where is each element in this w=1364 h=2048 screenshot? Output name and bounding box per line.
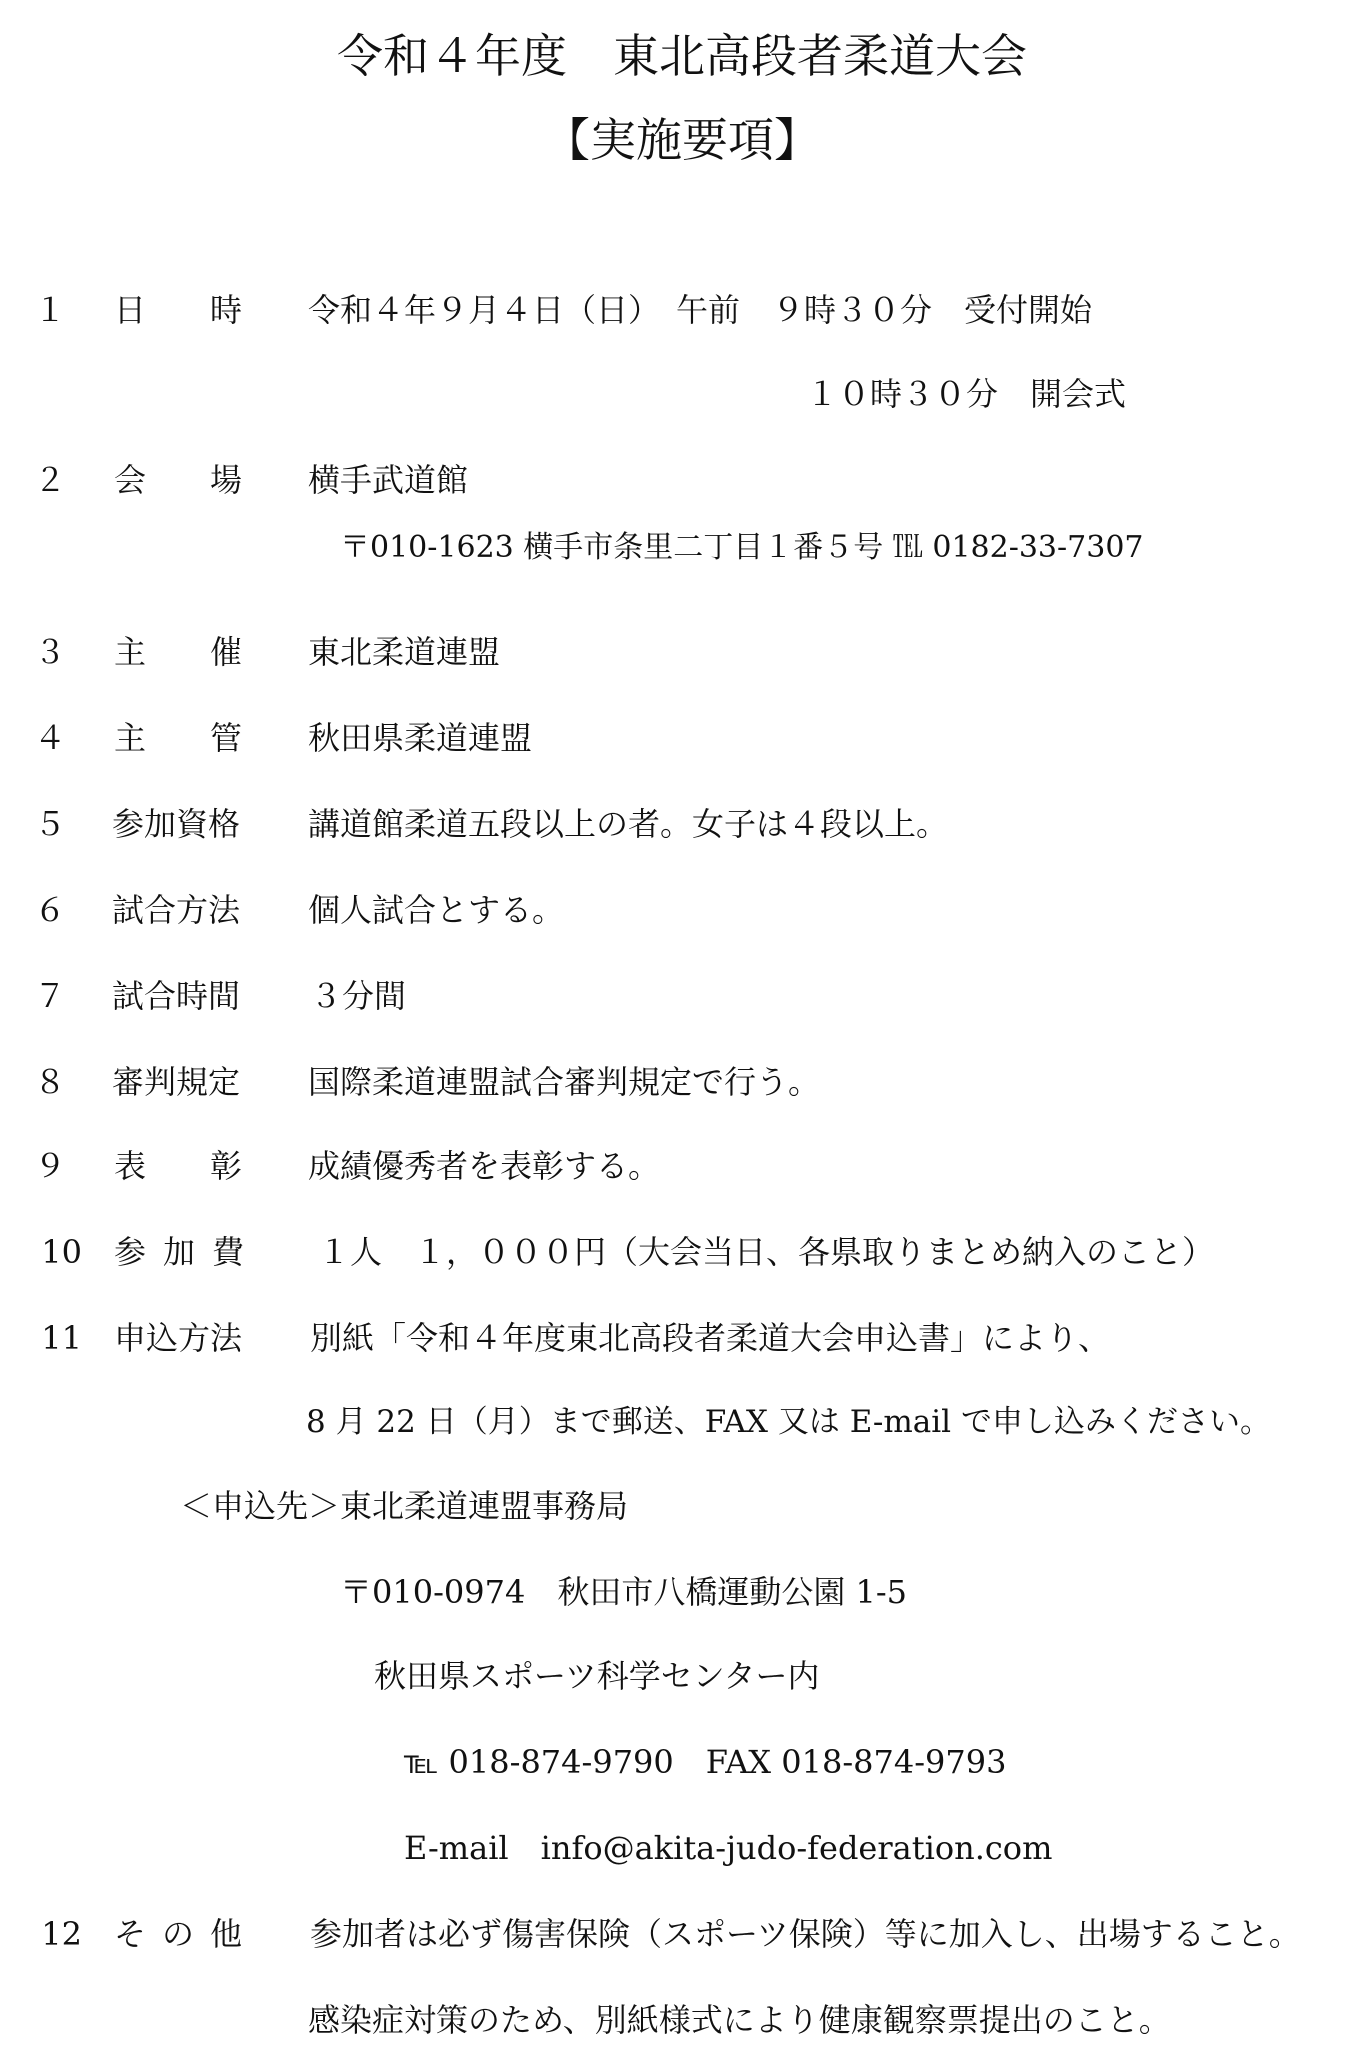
item-2-number: ２	[33, 461, 66, 499]
item-1-value-line2: １０時３０分 開会式	[806, 375, 1127, 413]
item-12-label	[114, 1914, 242, 1954]
item-10-value: １人 １，０００円（大会当日、各県取りまとめ納入のこと）	[318, 1233, 1215, 1271]
item-9-label-char: 彰	[209, 1147, 242, 1185]
item-2-label	[114, 460, 242, 500]
item-4-value: 秋田県柔道連盟	[308, 719, 533, 757]
contact-phone-fax: ℡ 018-874-9790 FAX 018-874-9793	[404, 1743, 1007, 1781]
item-11-value: 別紙「令和４年度東北高段者柔道大会申込書」により、	[310, 1319, 1111, 1357]
item-5-label: 参加資格	[112, 805, 241, 843]
item-3-label	[114, 632, 242, 672]
item-1-value: 令和４年９月４日（日） 午前 ９時３０分 受付開始	[308, 291, 1093, 329]
item-12-value: 参加者は必ず傷害保険（スポーツ保険）等に加入し、出場すること。	[310, 1915, 1301, 1953]
item-11-label: 申込方法	[114, 1319, 243, 1357]
item-2-label-char: 場	[209, 461, 242, 499]
item-6-value: 個人試合とする。	[308, 891, 565, 929]
item-1-label-char: 日	[114, 291, 147, 329]
item-2-label-char: 会	[114, 461, 147, 499]
item-10-label-char: 費	[211, 1233, 244, 1271]
item-12-label-char: の	[161, 1915, 194, 1953]
item-4-number: ４	[33, 719, 66, 757]
item-5-value: 講道館柔道五段以上の者。女子は４段以上。	[308, 805, 949, 843]
item-6-number: ６	[33, 891, 66, 929]
document-title: 令和４年度 東北高段者柔道大会	[337, 29, 1027, 83]
item-7-number: ７	[33, 977, 66, 1015]
item-12-label-char: 他	[209, 1915, 242, 1953]
item-8-value: 国際柔道連盟試合審判規定で行う。	[308, 1063, 821, 1101]
contact-email: E-mail info@akita-judo-federation.com	[404, 1829, 1053, 1867]
contact-heading: ＜申込先＞東北柔道連盟事務局	[180, 1487, 629, 1525]
item-6-label: 試合方法	[112, 891, 241, 929]
item-3-number: ３	[33, 633, 66, 671]
contact-building: 秋田県スポーツ科学センター内	[374, 1657, 820, 1695]
item-10-label-char: 参	[114, 1233, 147, 1271]
item-7-value: ３分間	[310, 977, 407, 1015]
item-8-label: 審判規定	[112, 1063, 241, 1101]
item-1-number: １	[33, 291, 66, 329]
item-12-value-line2: 感染症対策のため、別紙様式により健康観察票提出のこと。	[308, 2001, 1171, 2039]
item-11-value-line2: 8 月 22 日（月）まで郵送、FAX 又は E-mail で申し込みください。	[306, 1404, 1271, 1440]
item-2-value: 横手武道館	[308, 461, 469, 499]
item-1-label	[114, 290, 242, 330]
item-3-label-char: 催	[209, 633, 242, 671]
item-11-number: 11	[41, 1319, 82, 1357]
item-3-value: 東北柔道連盟	[308, 633, 501, 671]
item-5-number: ５	[33, 805, 66, 843]
item-9-number: ９	[33, 1147, 66, 1185]
item-10-label	[114, 1232, 244, 1272]
item-9-label-char: 表	[114, 1147, 147, 1185]
item-9-label	[114, 1146, 242, 1186]
item-10-label-char: 加	[162, 1233, 195, 1271]
document-subtitle: 【実施要項】	[544, 113, 820, 167]
item-4-label	[114, 718, 242, 758]
item-1-label-char: 時	[209, 291, 242, 329]
item-8-number: ８	[33, 1063, 66, 1101]
item-9-value: 成績優秀者を表彰する。	[308, 1147, 661, 1185]
item-12-number: 12	[41, 1915, 82, 1953]
item-4-label-char: 管	[209, 719, 242, 757]
item-2-address: 〒010-1623 横手市条里二丁目１番５号 ℡ 0182-33-7307	[340, 530, 1144, 565]
item-12-label-char: そ	[114, 1915, 147, 1953]
item-7-label: 試合時間	[112, 977, 241, 1015]
item-10-number: 10	[41, 1233, 82, 1271]
item-4-label-char: 主	[114, 719, 147, 757]
contact-address: 〒010-0974 秋田市八橋運動公園 1-5	[340, 1573, 908, 1611]
item-3-label-char: 主	[114, 633, 147, 671]
